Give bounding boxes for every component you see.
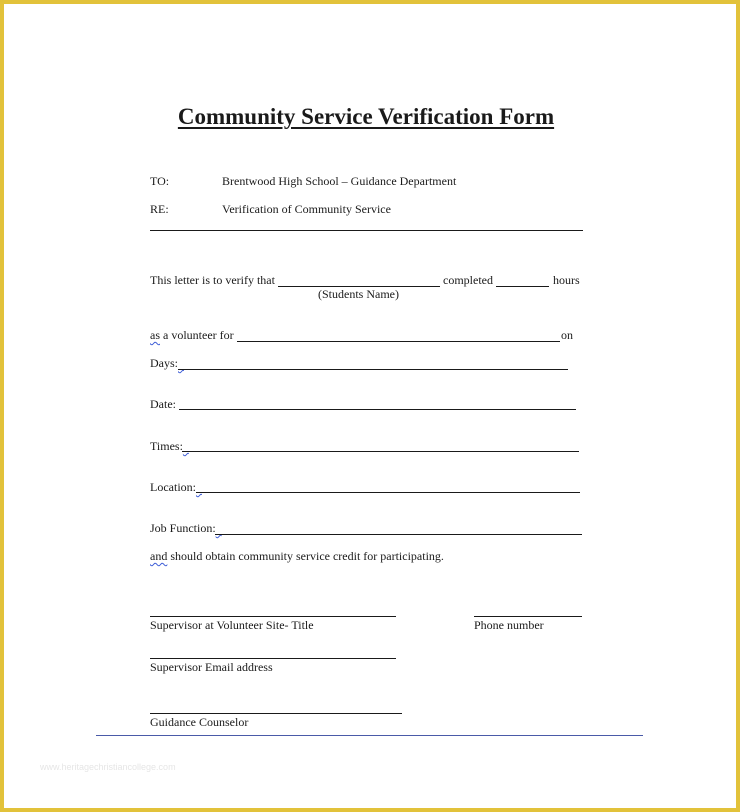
form-title: Community Service Verification Form xyxy=(177,104,555,129)
volunteer-text: as a volunteer for xyxy=(150,328,234,342)
to-label: TO: xyxy=(150,174,170,188)
hours-text: hours xyxy=(553,273,580,287)
supervisor-email-line[interactable] xyxy=(150,658,396,659)
verify-text: This letter is to verify that xyxy=(150,273,275,287)
organization-field[interactable] xyxy=(237,341,560,342)
job-function-label: Job Function: xyxy=(150,521,216,535)
location-label: Location: xyxy=(150,480,196,494)
phone-label: Phone number xyxy=(474,618,544,632)
job-function-field[interactable] xyxy=(215,534,582,535)
on-text: on xyxy=(561,328,573,342)
guidance-label: Guidance Counselor xyxy=(150,715,249,729)
date-field[interactable] xyxy=(179,409,576,410)
supervisor-email-label: Supervisor Email address xyxy=(150,660,273,674)
times-label: Times: xyxy=(150,439,183,453)
closing-text: and should obtain community service credit for participating. xyxy=(150,549,444,563)
to-value: Brentwood High School – Guidance Department xyxy=(222,174,457,188)
re-label: RE: xyxy=(150,202,169,216)
phone-line[interactable] xyxy=(474,616,582,617)
guidance-line[interactable] xyxy=(150,713,402,714)
footer-divider xyxy=(96,735,643,736)
header-divider xyxy=(150,230,583,231)
location-field[interactable] xyxy=(196,492,580,493)
days-label: Days: xyxy=(150,356,178,370)
supervisor-title-label: Supervisor at Volunteer Site- Title xyxy=(150,618,314,632)
date-label: Date: xyxy=(150,397,176,411)
days-field[interactable] xyxy=(178,369,568,370)
student-name-caption: (Students Name) xyxy=(318,287,399,301)
re-value: Verification of Community Service xyxy=(222,202,391,216)
times-field[interactable] xyxy=(182,451,579,452)
supervisor-title-line[interactable] xyxy=(150,616,396,617)
watermark: www.heritagechristiancollege.com xyxy=(40,762,176,772)
completed-text: completed xyxy=(443,273,493,287)
hours-field[interactable] xyxy=(496,286,549,287)
